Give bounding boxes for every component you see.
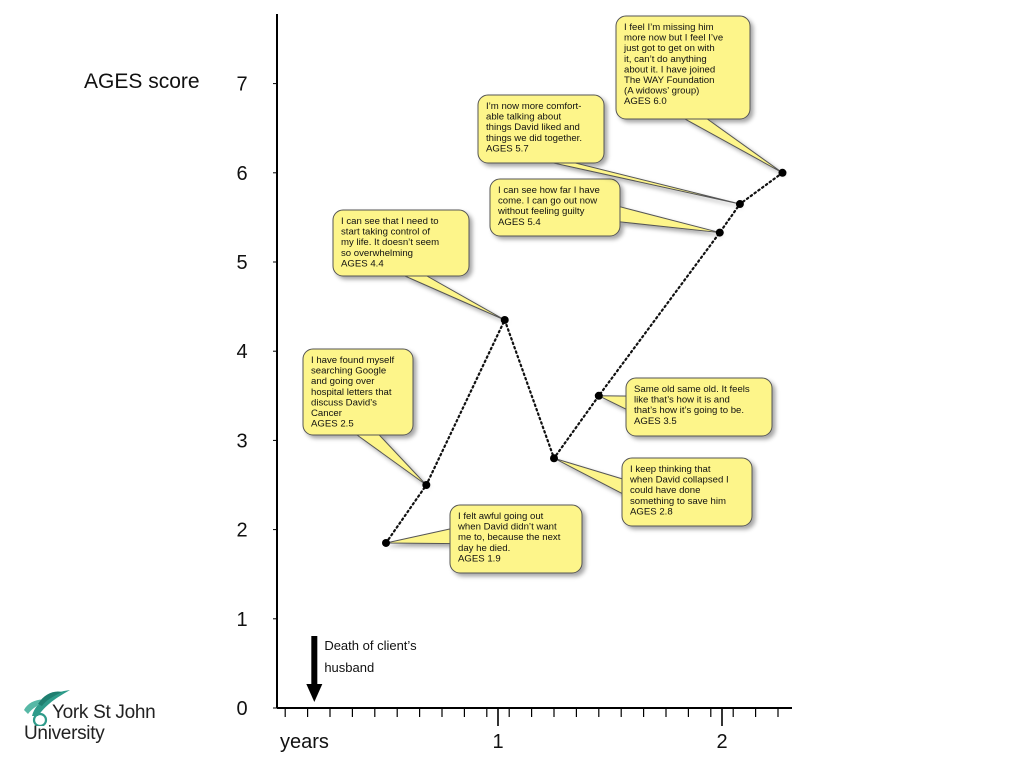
- bubble-text-line: searching Google: [311, 365, 387, 377]
- y-tick-label: 3: [236, 430, 248, 453]
- x-tick-label: 2: [716, 731, 728, 753]
- bubble-text-line: I felt awful going out: [458, 511, 544, 522]
- bubble-text-line: something to save him: [630, 495, 726, 507]
- event-label: [324, 638, 417, 675]
- bubble-text-line: about it. I have joined: [624, 64, 716, 76]
- data-point: [382, 539, 390, 547]
- bubble-text-line: start taking control of: [341, 226, 431, 238]
- bubble-text-line: more now but I feel I’ve: [624, 32, 724, 44]
- bubble-text-line: AGES 2.8: [630, 506, 673, 518]
- data-point: [550, 454, 558, 462]
- data-point: [716, 229, 724, 237]
- bubble-tail: [386, 528, 456, 544]
- bubble-text-line: without feeling guilty: [498, 206, 585, 218]
- bubble-text-line: could have done: [630, 485, 701, 497]
- bubble-text-line: I can see how far I have: [498, 185, 600, 196]
- bubble-text-line: AGES 1.9: [458, 553, 501, 565]
- bubble-text-line: AGES 2.5: [311, 418, 354, 430]
- bubble-text-line: and going over: [311, 376, 375, 388]
- data-point: [778, 169, 786, 177]
- data-point: [501, 316, 509, 324]
- bubble-text-line: my life. It doesn’t seem: [341, 237, 440, 249]
- bubble-text-line: AGES 4.4: [341, 258, 384, 270]
- annotation-bubbles: [303, 16, 782, 573]
- bubble-text-line: AGES 5.7: [486, 143, 529, 155]
- bubble-text-line: I feel I’m missing him: [624, 22, 714, 33]
- y-tick-label: 1: [236, 608, 248, 631]
- bubble-text-line: it, can’t do anything: [624, 53, 707, 65]
- bubble-text-line: able talking about: [486, 111, 562, 123]
- bubble-tail: [614, 205, 720, 232]
- bubble-text-line: I have found myself: [311, 355, 395, 366]
- bubble-tail: [554, 458, 628, 496]
- bubble-tail: [396, 272, 505, 320]
- bubble-text-line: day he died.: [458, 542, 511, 554]
- y-tick-label: 2: [236, 519, 248, 542]
- y-axis-label: AGES score: [84, 70, 200, 93]
- university-logo: [14, 686, 174, 756]
- event-label-line: Death of client’s: [324, 638, 417, 653]
- bubble-text-line: AGES 3.5: [634, 415, 677, 427]
- bubble-text-line: so overwhelming: [341, 247, 413, 259]
- bubble-text-line: I can see that I need to: [341, 216, 439, 227]
- y-tick-label: 4: [236, 341, 248, 364]
- logo-text-line2: University: [24, 723, 105, 744]
- bubble-text-line: Same old same old. It feels: [634, 384, 750, 395]
- data-point: [595, 392, 603, 400]
- bubble-text-line: discuss David’s: [311, 397, 377, 409]
- bubble-text-line: (A widows’ group): [624, 85, 700, 97]
- bubble-text-line: that’s how it’s going to be.: [634, 405, 745, 417]
- bubble-text-line: I’m now more comfort-: [486, 101, 582, 112]
- y-tick-label: 5: [236, 252, 248, 274]
- event-marker: [306, 636, 417, 702]
- bubble-text-line: AGES 6.0: [624, 96, 667, 108]
- bubble-text-line: The WAY Foundation: [624, 75, 715, 86]
- x-tick-label: 1: [492, 731, 504, 753]
- bubble-text-line: me to, because the next: [458, 532, 561, 544]
- bubble-text-line: when David didn’t want: [458, 521, 557, 533]
- event-arrow-head: [306, 684, 322, 702]
- bubble-tail: [352, 431, 427, 485]
- x-axis-label: years: [280, 731, 329, 753]
- bubble-text-line: Cancer: [311, 408, 342, 419]
- bubble-text-line: I keep thinking that: [630, 464, 711, 475]
- y-tick-label: 0: [236, 698, 248, 720]
- bubble-tail: [678, 115, 783, 173]
- y-tick-label: 7: [236, 73, 248, 96]
- bubble-text-line: hospital letters that: [311, 386, 392, 398]
- bubble-text-line: like that’s how it is and: [634, 394, 730, 406]
- data-point: [736, 200, 744, 208]
- bubble-text-line: just got to get on with: [624, 43, 715, 55]
- bubble-text-line: things David liked and: [486, 122, 580, 134]
- bubble-text-line: AGES 5.4: [498, 216, 541, 228]
- bubble-text-line: when David collapsed I: [630, 474, 729, 486]
- y-tick-label: 6: [236, 162, 248, 185]
- data-point: [422, 481, 430, 489]
- bubble-text-line: things we did together.: [486, 132, 583, 144]
- bubble-text-line: come. I can go out now: [498, 195, 598, 207]
- event-label-line: husband: [324, 660, 375, 675]
- logo-text-line1: York St John: [52, 702, 156, 723]
